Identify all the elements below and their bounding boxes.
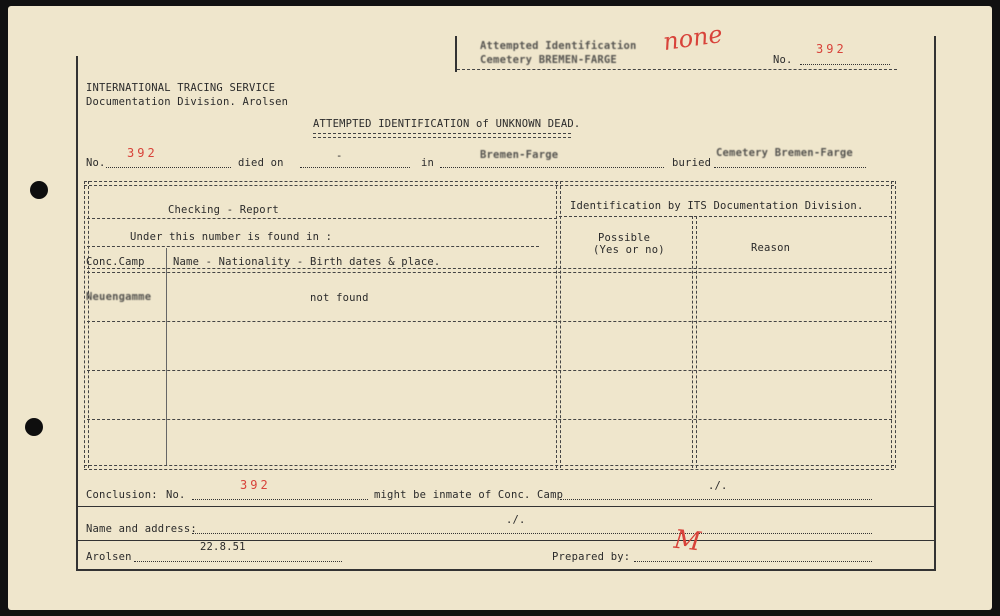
handwritten-none: none bbox=[661, 19, 725, 57]
checking-report-header: Checking - Report bbox=[168, 204, 279, 216]
conclusion-camp-dots bbox=[560, 499, 872, 500]
left-border bbox=[76, 56, 78, 570]
col-possible-2: (Yes or no) bbox=[593, 244, 665, 256]
prepared-by-signature: M bbox=[672, 524, 703, 558]
record-died-dots bbox=[300, 167, 410, 168]
table-left-border bbox=[84, 181, 89, 468]
identification-header: Identification by ITS Documentation Division. bbox=[570, 200, 864, 212]
record-no-value: 392 bbox=[127, 146, 158, 160]
header-no-dots bbox=[800, 64, 890, 65]
record-no-dots bbox=[106, 167, 231, 168]
record-in-dots bbox=[440, 167, 664, 168]
name-address-label: Name and address: bbox=[86, 523, 197, 535]
org-line2: Documentation Division. Arolsen bbox=[86, 96, 289, 108]
table-top-border bbox=[84, 181, 894, 186]
header-box-left bbox=[455, 36, 457, 72]
conclusion-rule bbox=[76, 506, 934, 507]
row-sep-1 bbox=[87, 321, 892, 322]
footer-place: Arolsen bbox=[86, 551, 132, 563]
header-sep-left bbox=[87, 218, 557, 219]
header-no-value: 392 bbox=[816, 42, 847, 56]
record-in-value: Bremen-Farge bbox=[480, 149, 559, 161]
conclusion-no-label: No. bbox=[166, 489, 186, 501]
column-header-sep bbox=[87, 268, 892, 273]
record-in-label: in bbox=[421, 157, 435, 169]
row-sep-3 bbox=[87, 419, 892, 420]
col-reason: Reason bbox=[751, 242, 791, 254]
record-buried-dots bbox=[714, 167, 866, 168]
title-underline bbox=[313, 133, 571, 138]
record-no-label: No. bbox=[86, 157, 106, 169]
footer-date-dots bbox=[134, 561, 342, 562]
col-conc-camp: Conc.Camp bbox=[86, 256, 145, 268]
bottom-border bbox=[76, 569, 936, 571]
table-possible-divider bbox=[692, 216, 697, 468]
row-sep-2 bbox=[87, 370, 892, 371]
footer-date: 22.8.51 bbox=[200, 541, 246, 553]
record-died-label: died on bbox=[238, 157, 284, 169]
conclusion-no-dots bbox=[192, 499, 368, 500]
header-box-line1: Attempted Identification bbox=[480, 40, 637, 52]
col-possible-1: Possible bbox=[598, 232, 651, 244]
under-number-subheader: Under this number is found in : bbox=[130, 231, 333, 243]
header-box-bottom bbox=[457, 69, 897, 70]
conclusion-camp-value: ./. bbox=[708, 480, 728, 492]
subheader-sep bbox=[87, 246, 539, 247]
conclusion-label: Conclusion: bbox=[86, 489, 158, 501]
punch-hole-top bbox=[30, 181, 48, 199]
page-title: ATTEMPTED IDENTIFICATION of UNKNOWN DEAD. bbox=[313, 118, 581, 130]
punch-hole-bottom bbox=[25, 418, 43, 436]
table-camp-divider bbox=[166, 248, 167, 465]
document-card bbox=[8, 6, 992, 610]
prepared-by-label: Prepared by: bbox=[552, 551, 631, 563]
org-line1: INTERNATIONAL TRACING SERVICE bbox=[86, 82, 276, 94]
header-no-label: No. bbox=[773, 54, 793, 66]
name-address-dots bbox=[192, 533, 872, 534]
right-border bbox=[934, 36, 936, 570]
record-buried-label: buried bbox=[672, 157, 712, 169]
conclusion-camp-label: might be inmate of Conc. Camp bbox=[374, 489, 564, 501]
table-right-border bbox=[891, 181, 896, 468]
col-name-nationality: Name - Nationality - Birth dates & place. bbox=[173, 256, 441, 268]
header-box-line2: Cemetery BREMEN-FARGE bbox=[480, 54, 617, 66]
table-bottom-border bbox=[84, 465, 894, 470]
record-died-value: - bbox=[336, 150, 343, 162]
row1-name: not found bbox=[310, 292, 369, 304]
row1-camp: Neuengamme bbox=[86, 291, 152, 303]
prepared-by-dots bbox=[634, 561, 872, 562]
conclusion-no-value: 392 bbox=[240, 478, 271, 492]
table-mid-divider bbox=[556, 181, 561, 468]
record-buried-value: Cemetery Bremen-Farge bbox=[716, 147, 853, 159]
header-sep-right bbox=[559, 216, 892, 217]
name-address-value: ./. bbox=[506, 514, 526, 526]
